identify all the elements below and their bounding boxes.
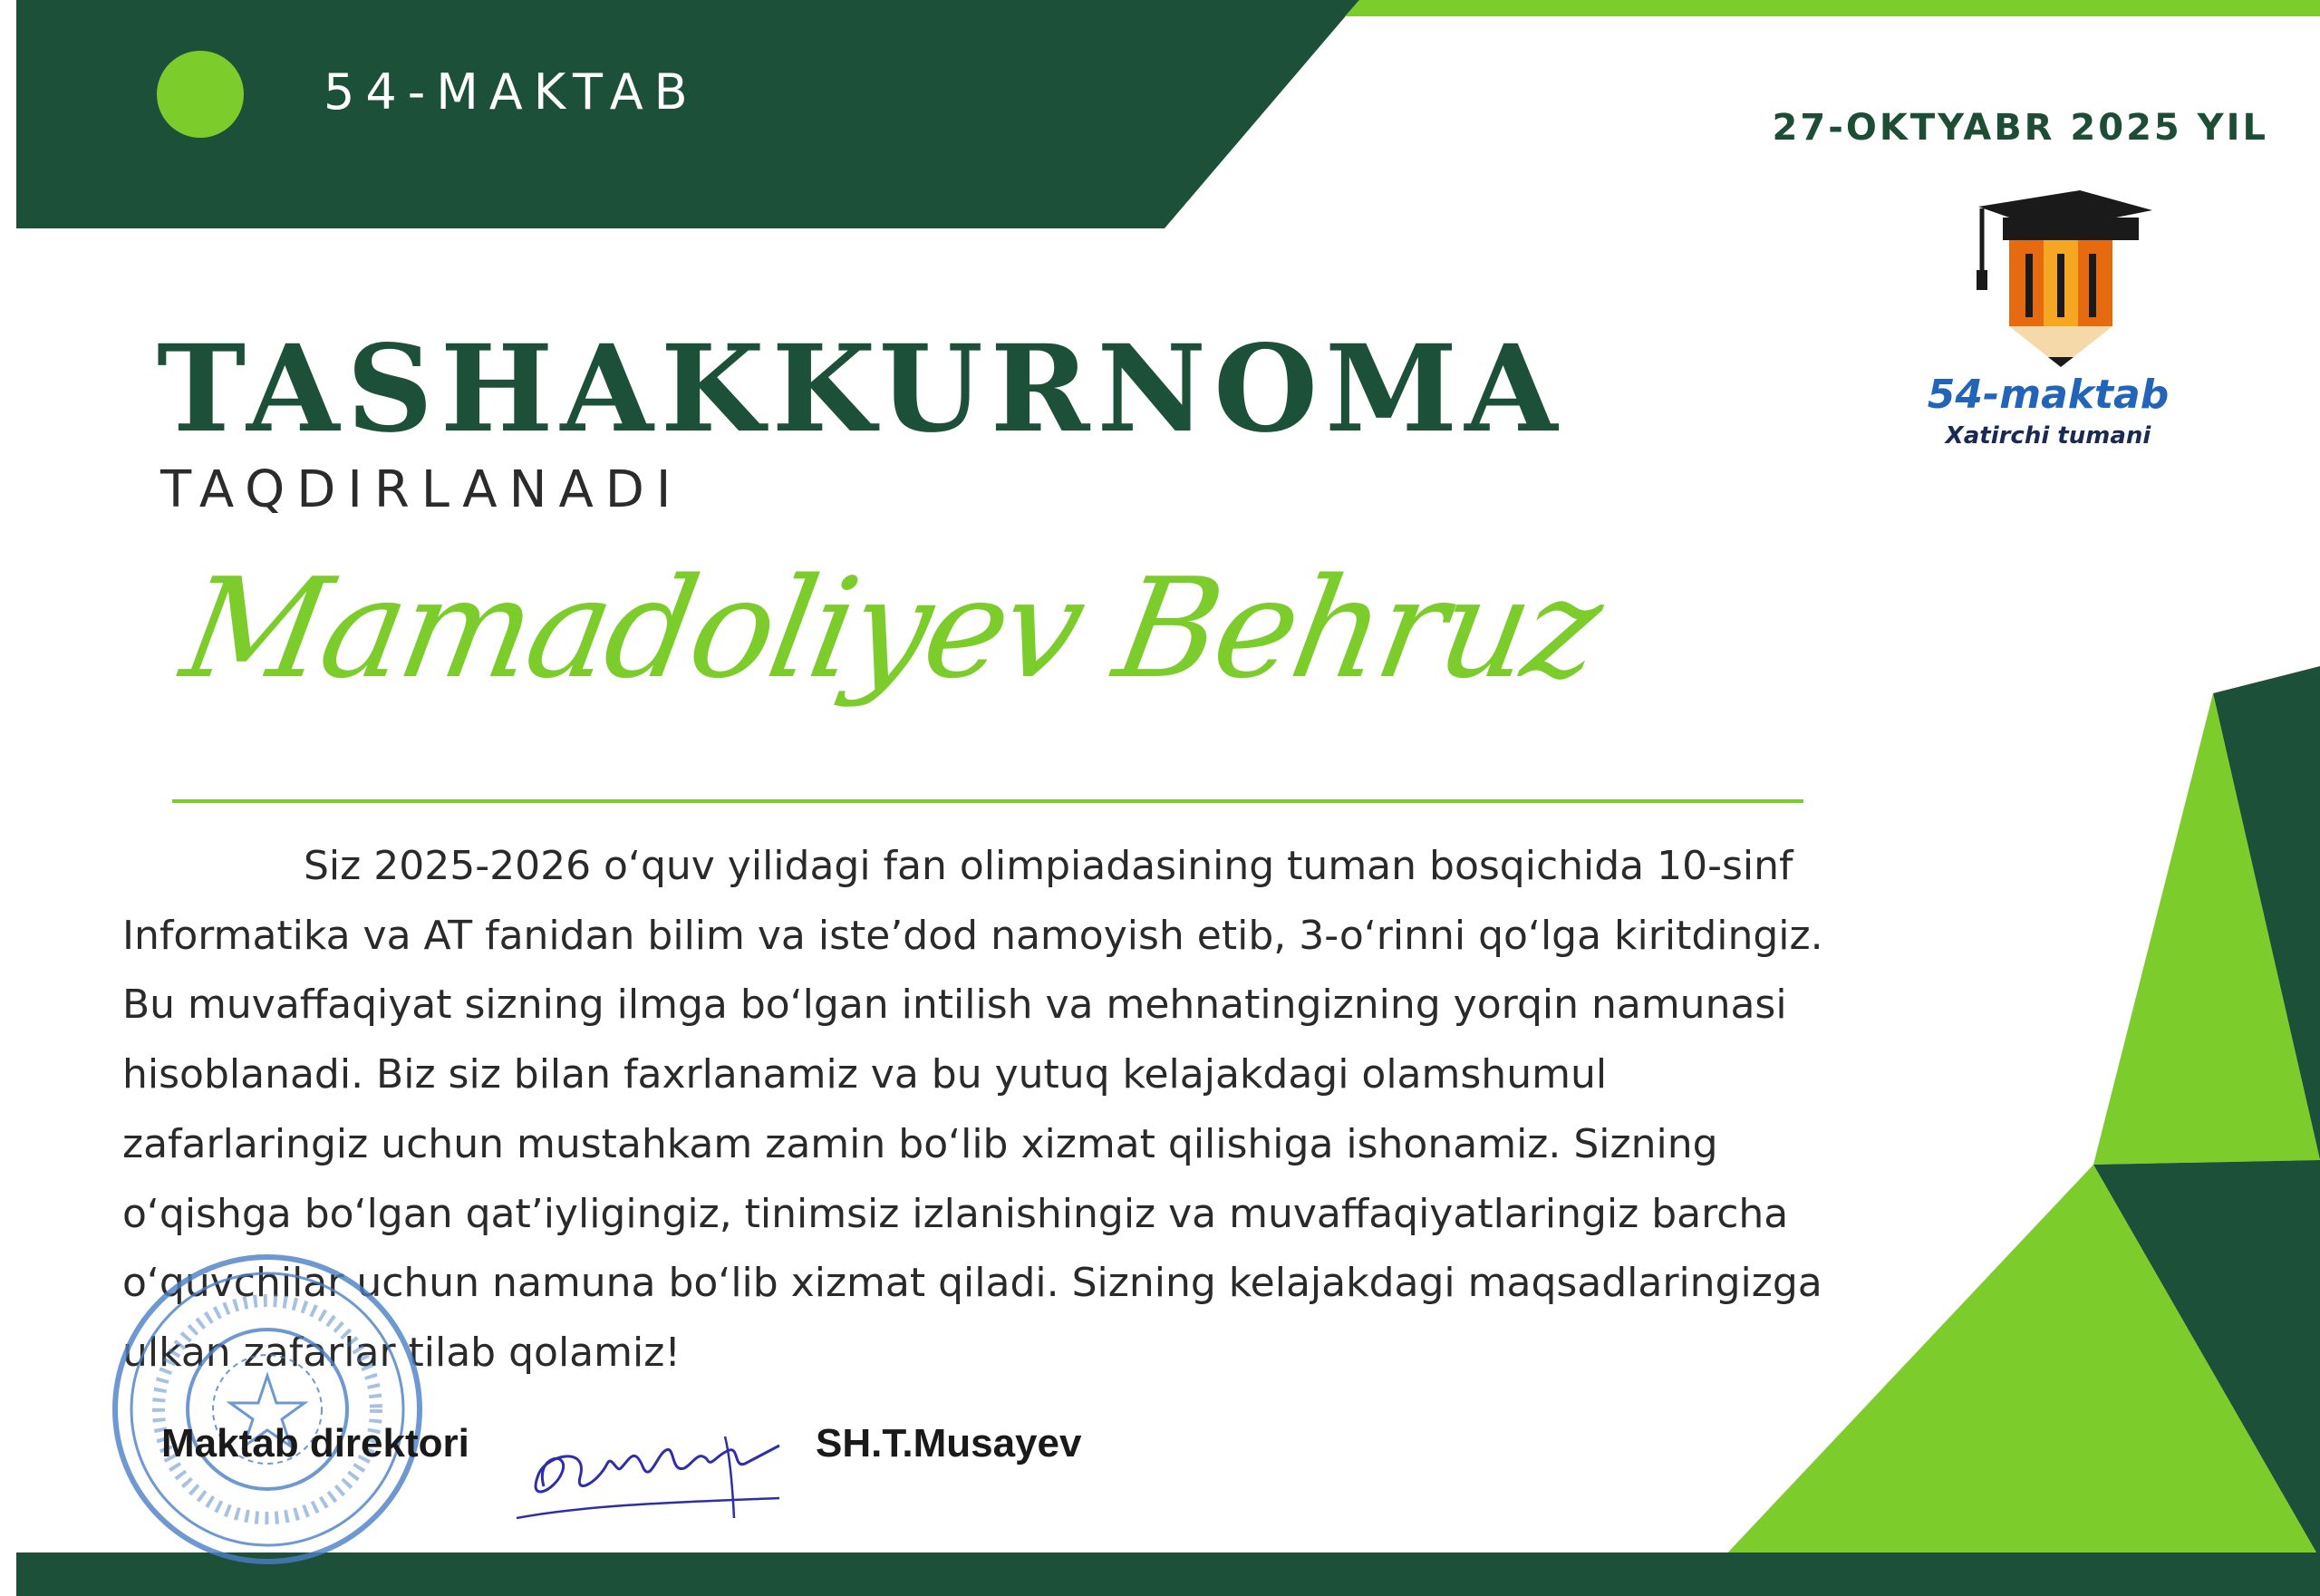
certificate-subtitle: TAQDIRLANADI	[160, 460, 683, 519]
award-date: 27-OKTYABR 2025 YIL	[1772, 107, 2268, 149]
certificate-body: Siz 2025-2026 o‘quv yilidagi fan olimpiadasining tuman bosqichida 10-sinf Informatika va AT fanidan bilim va iste’dod namoyish etib, 3-o‘rinni qo‘lga kiritdingiz. Bu muvaffaqiyat sizning ilmga bo‘lgan intilish va mehnatingizning yorqin namunasi hisoblanadi. Biz siz bilan faxrlanamiz va bu yutuq kelajakdagi olamshumul zafarlaringiz uchun mustahkam zamin bo‘lib xizmat qilishiga ishonamiz. Sizning o‘qishga bo‘lgan qat’iyligingiz, tinimsiz izlanishingiz va muvaffaqiyatlaringiz barcha o‘quvchilar uchun namuna bo‘lib xizmat qiladi. Sizning kelajakdagi maqsadlaringizga ulkan zafarlar tilab qolamiz!	[122, 843, 1823, 1376]
certificate-title: TASHAKKURNOMA	[157, 319, 1565, 459]
logo-school-name: 54-maktab	[1927, 372, 2170, 418]
director-title: Maktab direktori	[161, 1421, 469, 1465]
school-logo	[1908, 190, 2189, 453]
recipient-name: Mamadoliyev Behruz	[172, 548, 1610, 709]
graduation-cap-pencil-icon	[1908, 190, 2189, 372]
school-brand: 54-MAKTAB	[324, 63, 699, 121]
top-green-strip	[1345, 0, 2320, 16]
school-stamp-icon	[107, 1249, 429, 1571]
handwritten-signature-icon	[508, 1418, 798, 1536]
director-name: SH.T.Musayev	[816, 1421, 1082, 1465]
logo-district: Xatirchi tumani	[1945, 422, 2151, 450]
recipient-underline	[172, 799, 1803, 803]
brand-dot-icon	[157, 51, 244, 138]
